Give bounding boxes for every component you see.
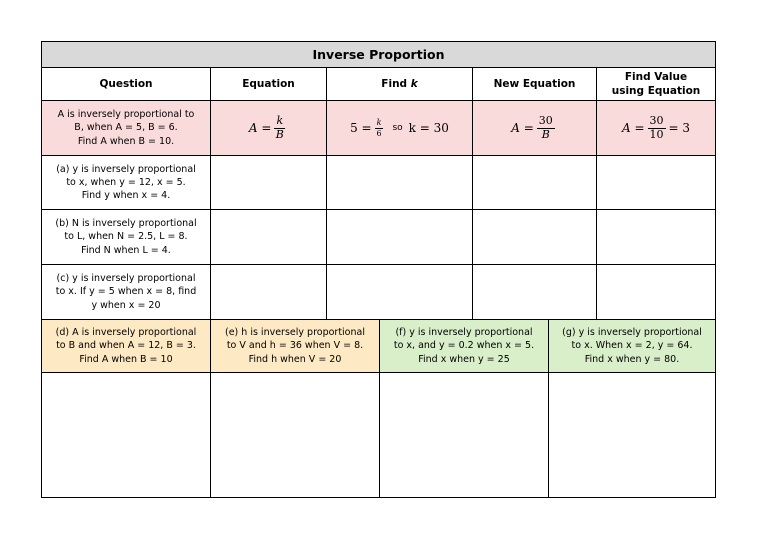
example-findk-den: 6	[376, 128, 382, 138]
example-question-line1: A is inversely proportional to	[57, 109, 195, 121]
question-d-line1: (d) A is inversely proportional	[55, 327, 197, 339]
answer-b-find-value[interactable]	[597, 210, 715, 265]
question-f-line2: to x, and y = 0.2 when x = 5.	[393, 340, 535, 352]
question-g	[549, 320, 715, 373]
question-c-line1: (c) y is inversely proportional	[56, 273, 196, 285]
question-e-line2: to V and h = 36 when V = 8.	[226, 340, 364, 352]
question-a-line2: to x, when y = 12, x = 5.	[66, 176, 186, 188]
example-find-k	[327, 101, 473, 156]
example-equation-lhs: A =	[248, 121, 272, 135]
question-d-line2: to B and when A = 12, B = 3.	[56, 340, 196, 352]
example-question-line3: Find A when B = 10.	[77, 135, 175, 147]
workspace-e[interactable]	[211, 373, 380, 497]
question-a-line3: Find y when x = 4.	[81, 190, 171, 202]
question-e	[211, 320, 380, 373]
answer-a-find-k[interactable]	[327, 156, 473, 210]
header-find-value-line1: Find Value	[624, 70, 688, 83]
question-c-line3: y when x = 20	[91, 299, 161, 311]
example-find-value	[597, 101, 715, 156]
answer-c-find-value[interactable]	[597, 265, 715, 320]
example-equation-num: k	[276, 113, 284, 127]
example-findk-lhs: 5 =	[350, 121, 372, 135]
question-b-line2: to L, when N = 2.5, L = 8.	[64, 231, 188, 243]
answer-a-new-equation[interactable]	[473, 156, 597, 210]
example-equation	[211, 101, 327, 156]
question-c	[42, 265, 211, 320]
worksheet-title: Inverse Proportion	[42, 42, 715, 68]
answer-b-new-equation[interactable]	[473, 210, 597, 265]
header-find-value-line2: using Equation	[611, 85, 701, 97]
answer-b-find-k[interactable]	[327, 210, 473, 265]
example-value-den: 10	[649, 127, 664, 141]
answer-a-equation[interactable]	[211, 156, 327, 210]
workspace-d[interactable]	[42, 373, 211, 497]
example-value-rhs: = 3	[668, 121, 691, 135]
example-value-lhs: A =	[621, 121, 645, 135]
answer-c-equation[interactable]	[211, 265, 327, 320]
question-a-line1: (a) y is inversely proportional	[56, 163, 196, 175]
workspace-f[interactable]	[380, 373, 549, 497]
example-new-eq-den: B	[541, 127, 550, 141]
answer-a-find-value[interactable]	[597, 156, 715, 210]
question-g-line2: to x. When x = 2, y = 64.	[571, 340, 693, 352]
question-c-line2: to x. If y = 5 when x = 8, find	[55, 286, 197, 298]
example-findk-so: so	[392, 123, 403, 133]
header-equation: Equation	[211, 68, 327, 101]
example-new-eq-lhs: A =	[511, 121, 534, 135]
workspace-g[interactable]	[549, 373, 715, 497]
question-f-line1: (f) y is inversely proportional	[395, 327, 533, 339]
header-find-value	[597, 68, 715, 101]
question-b	[42, 210, 211, 265]
answer-c-new-equation[interactable]	[473, 265, 597, 320]
example-question-line2: B, when A = 5, B = 6.	[74, 122, 178, 134]
example-value-num: 30	[649, 113, 664, 127]
question-f	[380, 320, 549, 373]
example-question	[42, 101, 211, 156]
example-findk-num: k	[376, 118, 382, 128]
header-question: Question	[42, 68, 211, 101]
question-e-line3: Find h when V = 20	[248, 353, 342, 365]
header-find-k-label: Find	[381, 77, 408, 90]
question-a	[42, 156, 211, 210]
example-equation-den: B	[275, 127, 284, 141]
answer-c-find-k[interactable]	[327, 265, 473, 320]
question-g-line3: Find x when y = 80.	[584, 353, 680, 365]
question-e-line1: (e) h is inversely proportional	[225, 327, 365, 339]
worksheet	[41, 41, 716, 498]
question-d-line3: Find A when B = 10	[79, 353, 173, 365]
question-f-line3: Find x when y = 25	[418, 353, 510, 365]
example-findk-result: k = 30	[408, 121, 449, 135]
header-new-equation: New Equation	[473, 68, 597, 101]
example-new-equation	[473, 101, 597, 156]
question-g-line1: (g) y is inversely proportional	[562, 327, 702, 339]
question-d	[42, 320, 211, 373]
answer-b-equation[interactable]	[211, 210, 327, 265]
header-find-k-var: k	[410, 77, 418, 90]
question-b-line1: (b) N is inversely proportional	[55, 218, 197, 230]
question-b-line3: Find N when L = 4.	[81, 244, 171, 256]
example-new-eq-num: 30	[538, 113, 553, 127]
header-find-k	[327, 68, 473, 101]
